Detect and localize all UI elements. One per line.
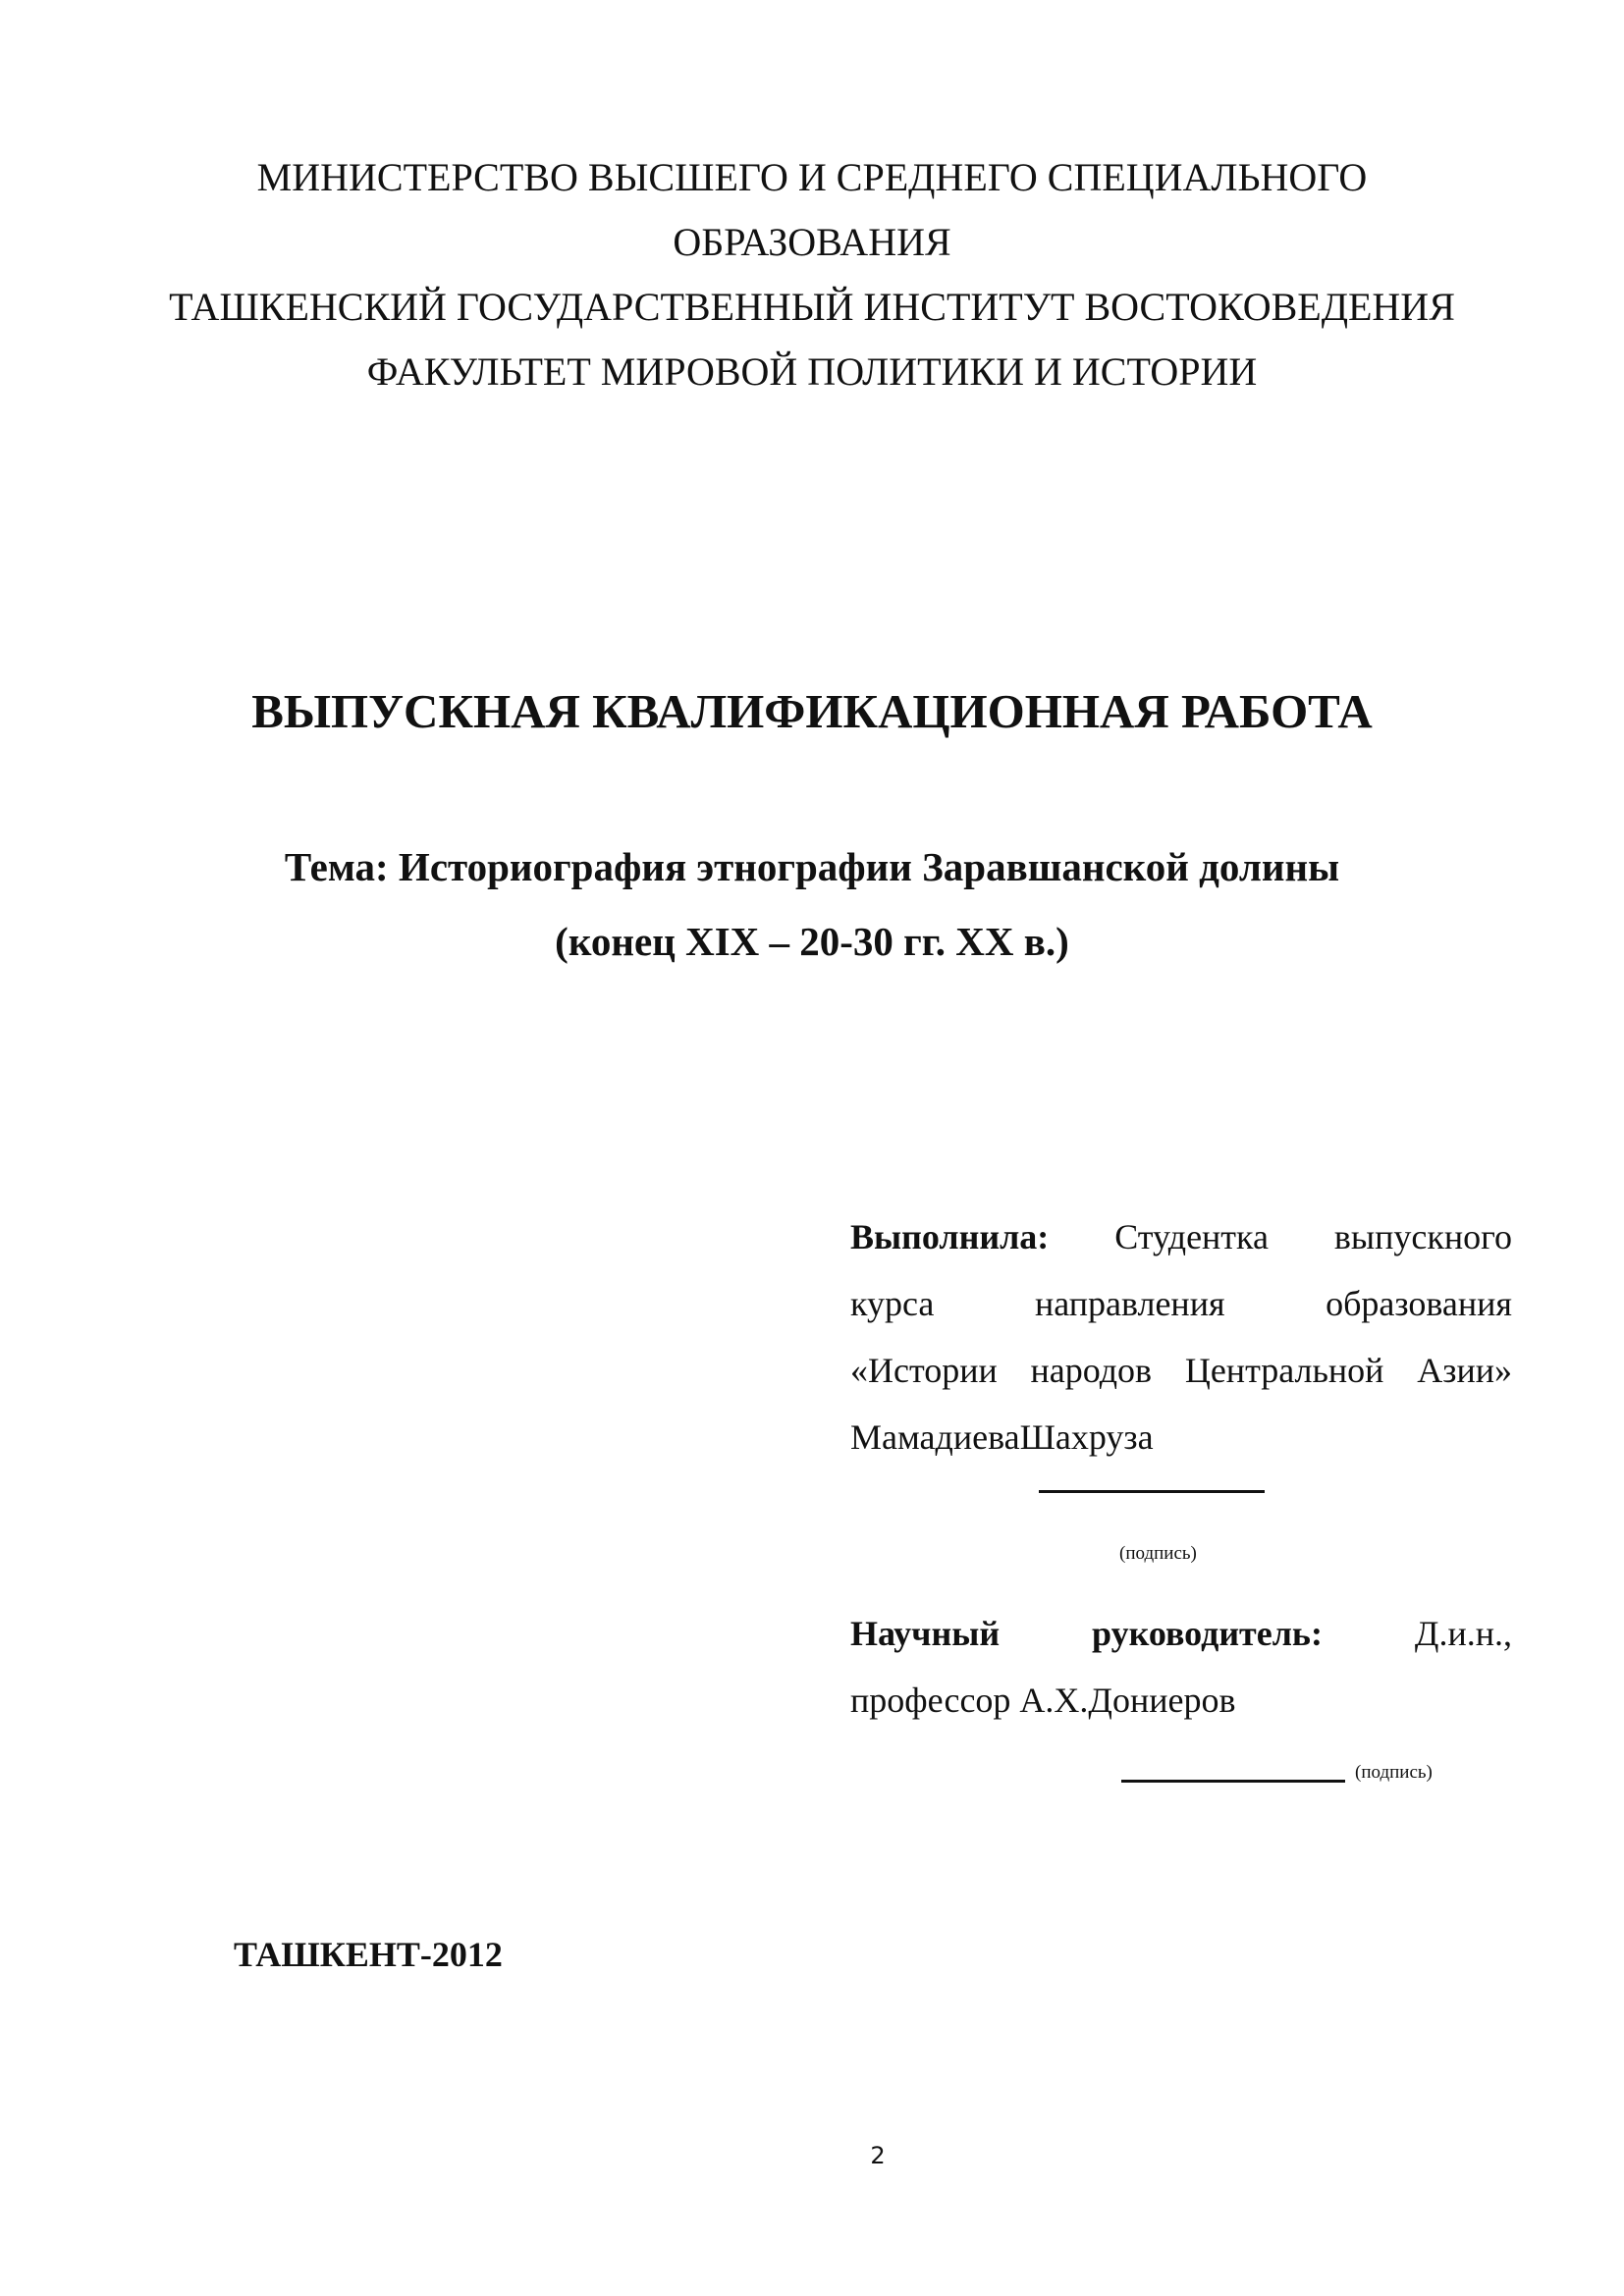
topic-period-line: (конец XIX – 20-30 гг. XX в.) xyxy=(555,919,1069,964)
supervisor-info xyxy=(850,1600,1512,1734)
document-title: ВЫПУСКНАЯ КВАЛИФИКАЦИОННАЯ РАБОТА xyxy=(251,684,1373,738)
page-number: 2 xyxy=(870,2142,886,2169)
student-label: Выполнила: xyxy=(850,1217,1050,1256)
supervisor-label-word: Научный xyxy=(850,1614,1001,1653)
faculty-line: ФАКУЛЬТЕТ МИРОВОЙ ПОЛИТИКИ И ИСТОРИИ xyxy=(366,349,1258,394)
student-word: выпускного xyxy=(1333,1217,1512,1256)
supervisor-signature-line xyxy=(1121,1780,1345,1783)
institution-header xyxy=(0,145,1624,404)
student-line-1 xyxy=(850,1203,1512,1270)
student-signature-caption: (подпись) xyxy=(1119,1543,1197,1564)
thesis-topic xyxy=(0,829,1624,979)
student-word: образования xyxy=(1326,1284,1512,1323)
student-word: Студентка xyxy=(1114,1217,1269,1256)
city-year: ТАШКЕНТ-2012 xyxy=(234,1935,503,1974)
student-word: направления xyxy=(1034,1284,1225,1323)
student-word: народов xyxy=(1030,1351,1153,1390)
ministry-line: МИНИСТЕРСТВО ВЫСШЕГО И СРЕДНЕГО СПЕЦИАЛЬНОГО xyxy=(256,155,1368,199)
institute-line: ТАШКЕНСКИЙ ГОСУДАРСТВЕННЫЙ ИНСТИТУТ ВОСТОКОВЕДЕНИЯ xyxy=(169,285,1455,329)
student-line-3 xyxy=(850,1337,1512,1404)
student-word: «Истории xyxy=(850,1351,998,1390)
ministry-line-continued: ОБРАЗОВАНИЯ xyxy=(673,220,951,264)
supervisor-signature-caption: (подпись) xyxy=(1355,1762,1433,1783)
topic-line: Тема: Историография этнографии Заравшанской долины xyxy=(284,844,1340,889)
student-word: курса xyxy=(850,1284,935,1323)
student-word: Азии» xyxy=(1417,1351,1512,1390)
supervisor-line-1 xyxy=(850,1600,1512,1667)
student-line-2 xyxy=(850,1270,1512,1337)
supervisor-name: профессор А.Х.Дониеров xyxy=(850,1681,1236,1720)
student-name: МамадиеваШахруза xyxy=(850,1417,1154,1457)
supervisor-label-word: руководитель: xyxy=(1092,1614,1323,1653)
supervisor-degree: Д.и.н., xyxy=(1414,1614,1512,1653)
student-line-4 xyxy=(850,1404,1512,1470)
student-info xyxy=(850,1203,1512,1470)
student-signature-line xyxy=(1039,1490,1265,1493)
supervisor-line-2 xyxy=(850,1667,1512,1734)
student-word: Центральной xyxy=(1184,1351,1384,1390)
